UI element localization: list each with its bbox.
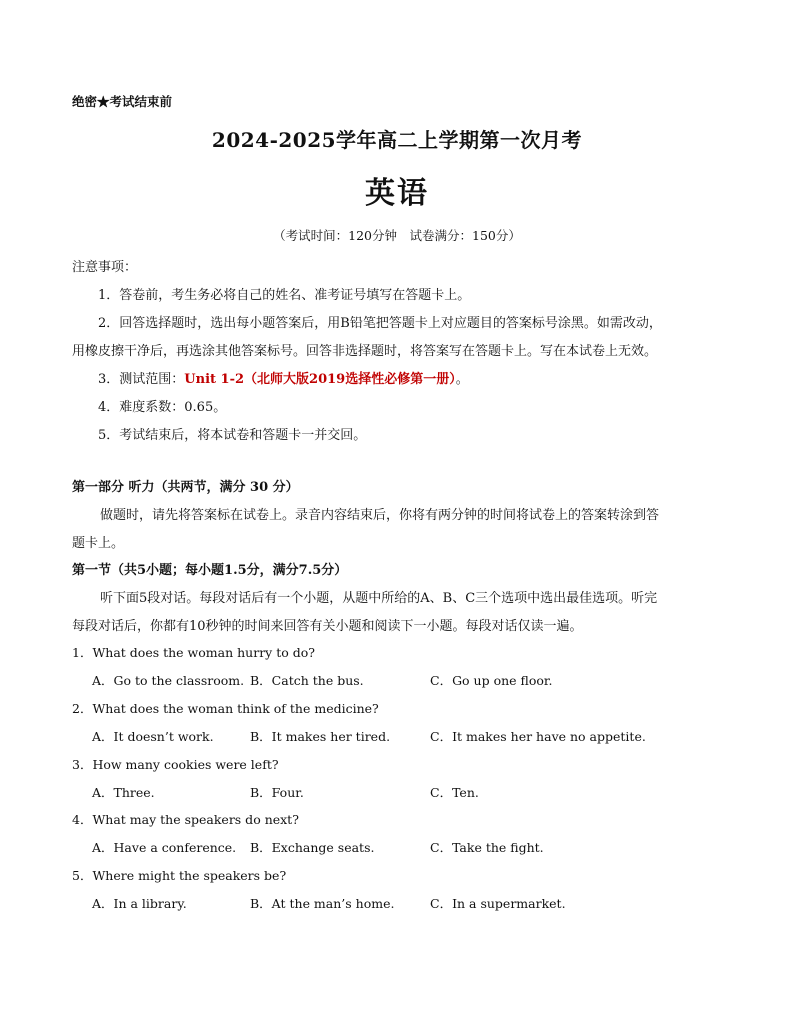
notice-item-3-prefix: 3．测试范围： — [98, 372, 185, 387]
question-3-option-b: B．Four. — [250, 785, 304, 800]
question-2-option-c: C．It makes her have no appetite. — [430, 729, 646, 744]
question-4-option-b: B．Exchange seats. — [250, 840, 375, 855]
question-4-option-a: A．Have a conference. — [92, 840, 237, 855]
section1-heading: 第一节（共5小题；每小题1.5分，满分7.5分） — [72, 563, 348, 578]
part1-intro-line2: 题卡上。 — [72, 536, 125, 551]
test-range: Unit 1-2（北师大版2019选择性必修第一册） — [184, 372, 456, 387]
question-1-stem: 1．What does the woman hurry to do? — [72, 645, 315, 660]
question-2-option-b: B．It makes her tired. — [250, 729, 391, 744]
notice-item-5: 5．考试结束后，将本试卷和答题卡一并交回。 — [98, 428, 367, 443]
question-4-option-c: C．Take the fight. — [430, 840, 544, 855]
question-3-stem: 3．How many cookies were left? — [72, 757, 279, 772]
question-1-option-b: B．Catch the bus. — [250, 673, 364, 688]
question-3-option-c: C．Ten. — [430, 785, 479, 800]
question-4-stem: 4．What may the speakers do next? — [72, 812, 299, 827]
section1-line2: 每段对话后，你都有10秒钟的时间来回答有关小题和阅读下一小题。每段对话仅读一遍。 — [72, 619, 583, 634]
notice-heading: 注意事项： — [72, 260, 138, 275]
question-3-option-a: A．Three. — [92, 785, 155, 800]
notice-item-1: 1．答卷前，考生务必将自己的姓名、准考证号填写在答题卡上。 — [98, 288, 471, 303]
question-5-option-b: B．At the man’s home. — [250, 896, 395, 911]
part1-heading: 第一部分 听力（共两节，满分 30 分） — [72, 480, 299, 495]
question-5-option-c: C．In a supermarket. — [430, 896, 566, 911]
exam-title: 2024-2025学年高二上学期第一次月考 — [211, 128, 583, 152]
question-5-option-a: A．In a library. — [92, 896, 187, 911]
secret-label: 绝密★考试结束前 — [72, 94, 173, 109]
section1-line1: 听下面5段对话。每段对话后有一个小题，从题中所给的A、B、C三个选项中选出最佳选项。听完 — [100, 591, 658, 606]
notice-item-3-suffix: 。 — [455, 372, 469, 387]
exam-time-info: （考试时间：120分钟 试卷满分：150分） — [273, 228, 521, 243]
question-1-option-a: A．Go to the classroom. — [92, 673, 245, 688]
notice-item-2-line2: 用橡皮擦干净后，再选涂其他答案标号。回答非选择题时，将答案写在答题卡上。写在本试卷上无效。 — [72, 344, 658, 359]
question-1-option-c: C．Go up one floor. — [430, 673, 553, 688]
question-5-stem: 5．Where might the speakers be? — [72, 868, 287, 883]
part1-intro-line1: 做题时，请先将答案标在试卷上。录音内容结束后，你将有两分钟的时间将试卷上的答案转涂到答 — [100, 508, 660, 523]
question-2-option-a: A．It doesn’t work. — [92, 729, 214, 744]
notice-item-4: 4．难度系数：0.65。 — [98, 400, 227, 415]
notice-item-2-line1: 2．回答选择题时，选出每小题答案后，用B铅笔把答题卡上对应题目的答案标号涂黑。如需改动， — [98, 316, 662, 331]
subject-title: 英语 — [365, 176, 429, 211]
question-2-stem: 2．What does the woman think of the medicine? — [72, 701, 379, 716]
notice-item-3 — [98, 368, 469, 387]
